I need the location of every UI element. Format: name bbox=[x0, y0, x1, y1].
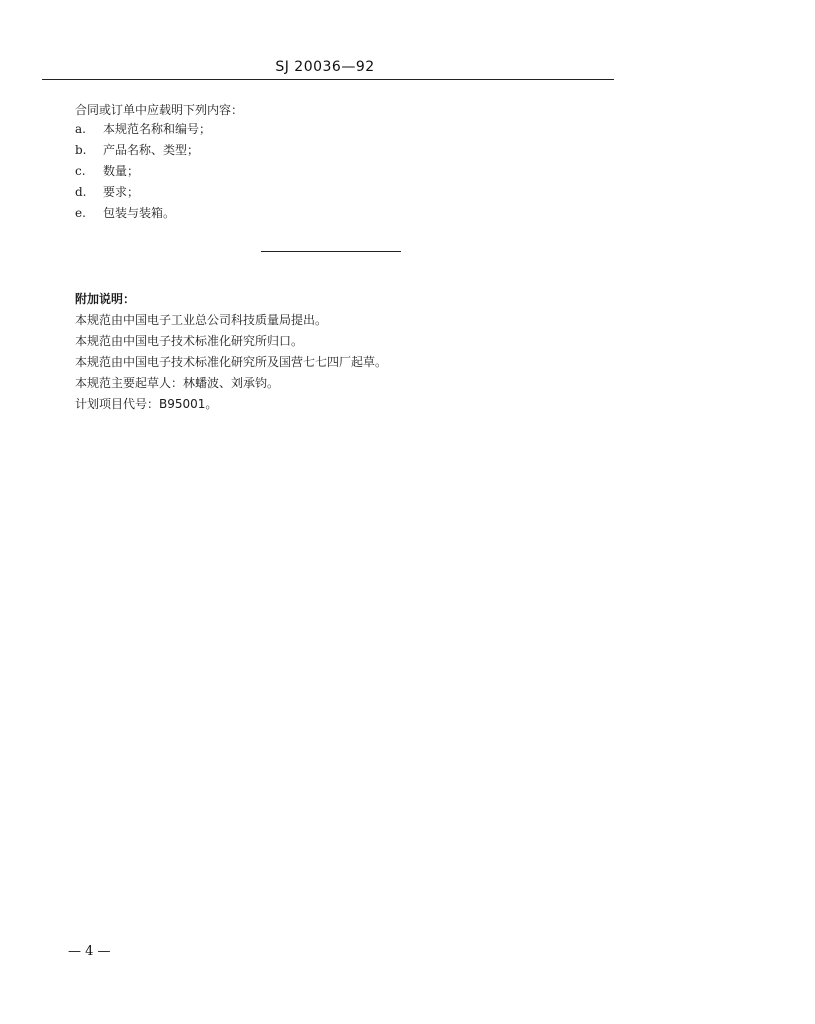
list-item-marker: d. bbox=[75, 185, 87, 199]
notes-title: 附加说明： bbox=[75, 292, 136, 306]
contract-content-list bbox=[75, 122, 211, 227]
notes-line: 本规范由中国电子技术标准化研究所及国营七七四厂起草。 bbox=[75, 355, 388, 369]
list-item-text: 本规范名称和编号； bbox=[103, 122, 212, 136]
list-item-text: 要求； bbox=[103, 185, 140, 199]
list-item bbox=[75, 122, 211, 143]
list-item bbox=[75, 185, 211, 206]
list-item bbox=[75, 164, 211, 185]
list-item-text: 包装与装箱。 bbox=[103, 206, 176, 220]
notes-line: 本规范由中国电子技术标准化研究所归口。 bbox=[75, 334, 304, 348]
list-item bbox=[75, 206, 211, 227]
list-item-marker: b. bbox=[75, 143, 87, 157]
notes-line: 本规范主要起草人：林蟠波、刘承钧。 bbox=[75, 376, 280, 390]
list-item-marker: c. bbox=[75, 164, 86, 178]
notes-line: 本规范由中国电子工业总公司科技质量局提出。 bbox=[75, 313, 328, 327]
standard-code: SJ 20036—92 bbox=[275, 59, 375, 75]
list-item-text: 数量； bbox=[103, 164, 140, 178]
notes-line: 计划项目代号：B95001。 bbox=[75, 397, 218, 411]
page-number: — 4 — bbox=[68, 944, 111, 959]
list-item-marker: e. bbox=[75, 206, 86, 220]
section-divider bbox=[261, 251, 401, 252]
list-item-marker: a. bbox=[75, 122, 86, 136]
list-item-text: 产品名称、类型； bbox=[103, 143, 200, 157]
list-item bbox=[75, 143, 211, 164]
header-rule bbox=[42, 79, 614, 80]
intro-text: 合同或订单中应载明下列内容： bbox=[75, 103, 244, 117]
additional-notes bbox=[75, 292, 387, 418]
